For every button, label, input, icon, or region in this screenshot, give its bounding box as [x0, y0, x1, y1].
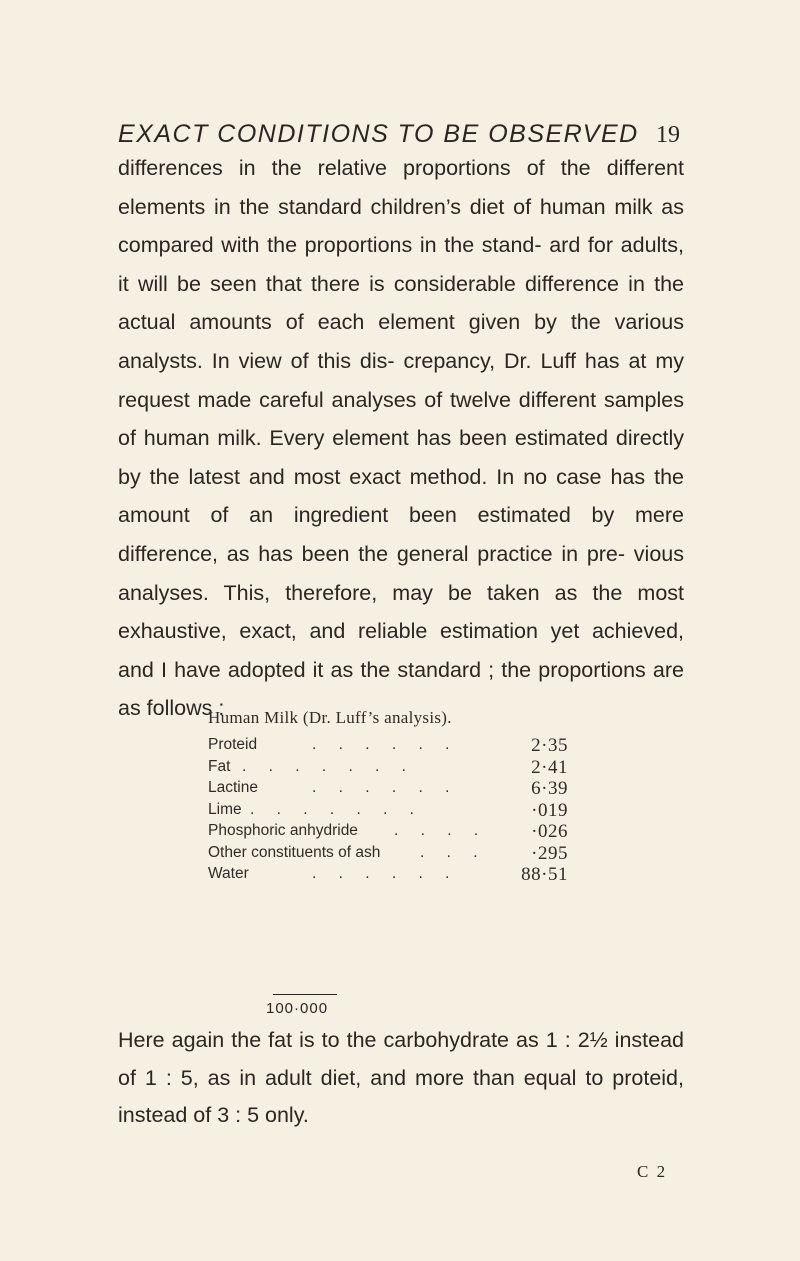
table-row	[208, 779, 568, 801]
row-value: ·295	[531, 842, 568, 864]
table-row	[208, 865, 568, 887]
row-dot-leader: . . .	[420, 843, 487, 861]
row-value: ·019	[531, 799, 568, 821]
page-number: 19	[656, 122, 680, 148]
row-label: Water	[208, 865, 249, 882]
row-label: Other constituents of ash	[208, 843, 381, 861]
row-value: 2·41	[531, 756, 568, 778]
row-value: 2·35	[531, 735, 568, 756]
row-label: Lime	[208, 800, 242, 818]
table-row	[208, 736, 568, 758]
row-dot-leader: . . . . . .	[312, 779, 459, 796]
row-label: Proteid	[208, 736, 258, 753]
table-row	[208, 758, 568, 780]
running-title: EXACT CONDITIONS TO BE OBSERVED	[118, 120, 639, 148]
row-value: 88·51	[521, 864, 568, 885]
body-paragraph-2: Here again the fat is to the carbohydrate as 1 : 2½ instead of 1 : 5, as in adult diet, and more than equal to proteid, instead of 3 : 5 only.	[118, 1028, 684, 1127]
table-total: 100·000	[266, 1000, 329, 1017]
row-value: 6·39	[531, 778, 568, 799]
body-paragraph-1: differences in the relative proportions of the different elements in the standard children’s diet of human milk as compared with the proportions in the stand- ard for adults, it will be seen that there is considerable difference in the actual amounts of each element given by the various analysts. In view of this dis- crepancy, Dr. Luff has at my request made careful analyses of twelve different samples of human milk. Every element has been estimated directly by the latest and most exact method. In no case has the amount of an ingredient been estimated by mere difference, as has been the general practice in pre- vious analyses. This, therefore, may be taken as the most exhaustive, exact, and reliable estimation yet achieved, and I have adopted it as the standard ; the proportions are as follows :	[118, 156, 684, 721]
sum-rule	[273, 994, 337, 995]
signature-mark: C 2	[637, 1162, 668, 1181]
row-dot-leader: . . . .	[394, 822, 488, 839]
table-title: Human Milk (Dr. Luff’s analysis).	[208, 708, 452, 727]
row-dot-leader: . . . . . .	[312, 736, 459, 753]
row-dot-leader: . . . . . .	[312, 865, 459, 882]
row-dot-leader: . . . . . . .	[250, 800, 423, 818]
row-dot-leader: . . . . . . .	[242, 757, 415, 775]
row-label: Fat	[208, 757, 231, 775]
table-row	[208, 822, 568, 844]
row-value: ·026	[531, 821, 568, 842]
table-row	[208, 801, 568, 823]
table-row	[208, 844, 568, 866]
row-label: Lactine	[208, 779, 258, 796]
table-rows	[208, 736, 568, 887]
row-label: Phosphoric anhydride	[208, 822, 358, 839]
